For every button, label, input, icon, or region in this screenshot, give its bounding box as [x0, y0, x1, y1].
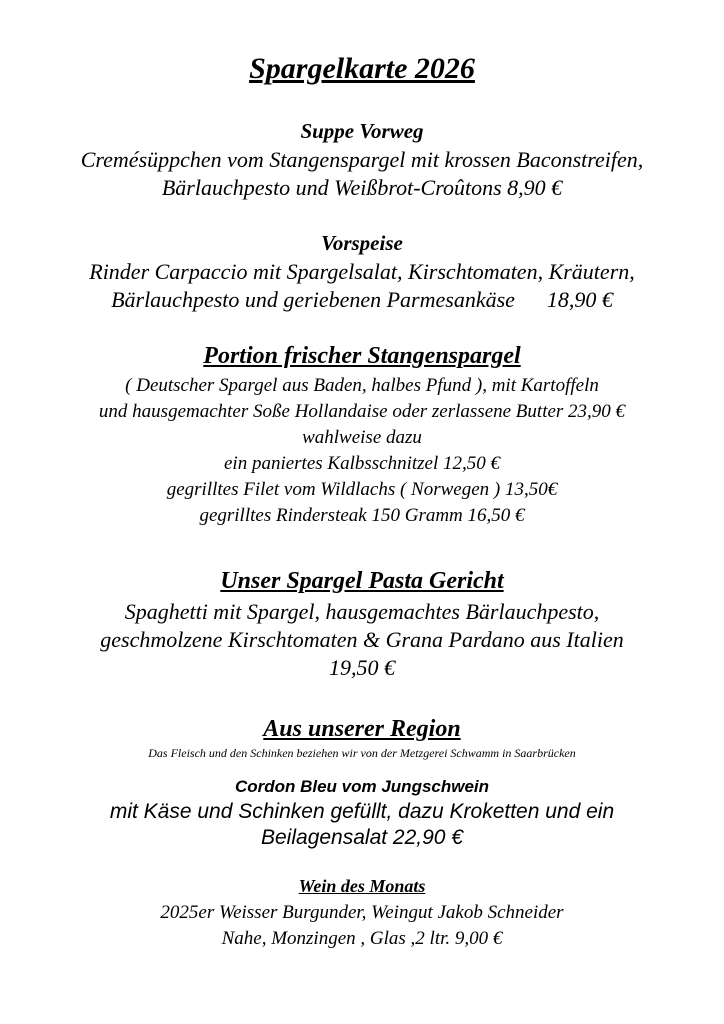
- suppe-heading: Suppe Vorweg: [300, 119, 424, 143]
- region-line-1: mit Käse und Schinken gefüllt, dazu Kroketten und ein: [109, 800, 615, 823]
- vorspeise-price: 18,90 €: [546, 287, 613, 312]
- portion-heading: Portion frischer Stangenspargel: [203, 343, 521, 369]
- region-dish: Cordon Bleu vom Jungschwein: [234, 777, 490, 796]
- region-note: Das Fleisch und den Schinken beziehen wir von der Metzgerei Schwamm in Saarbrücken: [148, 746, 576, 760]
- pasta-line-3: 19,50 €: [329, 655, 395, 680]
- vorspeise-heading: Vorspeise: [321, 231, 403, 255]
- wein-line-1: 2025er Weisser Burgunder, Weingut Jakob Schneider: [160, 902, 564, 923]
- suppe-line-1: Cremésüppchen vom Stangenspargel mit krossen Baconstreifen,: [80, 147, 644, 172]
- vorspeise-line-2: [0, 287, 724, 313]
- portion-line-1: ( Deutscher Spargel aus Baden, halbes Pfund ), mit Kartoffeln: [125, 375, 599, 396]
- page-title: Spargelkarte 2026: [249, 52, 475, 85]
- pasta-heading: Unser Spargel Pasta Gericht: [220, 568, 504, 594]
- portion-line-5: gegrilltes Filet vom Wildlachs ( Norwegen ) 13,50€: [166, 479, 558, 500]
- region-line-2: Beilagensalat 22,90 €: [261, 826, 463, 849]
- wein-heading: Wein des Monats: [298, 876, 426, 896]
- portion-line-4: ein paniertes Kalbsschnitzel 12,50 €: [223, 453, 500, 474]
- pasta-line-2: geschmolzene Kirschtomaten & Grana Pardano aus Italien: [100, 627, 624, 652]
- portion-line-2: und hausgemachter Soße Hollandaise oder zerlassene Butter 23,90 €: [98, 401, 626, 422]
- portion-line-6: gegrilltes Rindersteak 150 Gramm 16,50 €: [199, 505, 525, 526]
- portion-line-3: wahlweise dazu: [302, 427, 422, 448]
- vorspeise-line-2-text: Bärlauchpesto und geriebenen Parmesankäse: [111, 287, 515, 312]
- suppe-line-2: Bärlauchpesto und Weißbrot-Croûtons 8,90 €: [161, 175, 563, 200]
- pasta-line-1: Spaghetti mit Spargel, hausgemachtes Bärlauchpesto,: [124, 599, 600, 624]
- region-heading: Aus unserer Region: [263, 716, 461, 742]
- vorspeise-line-1: Rinder Carpaccio mit Spargelsalat, Kirschtomaten, Kräutern,: [89, 259, 635, 284]
- wein-line-2: Nahe, Monzingen , Glas ,2 ltr. 9,00 €: [221, 928, 503, 949]
